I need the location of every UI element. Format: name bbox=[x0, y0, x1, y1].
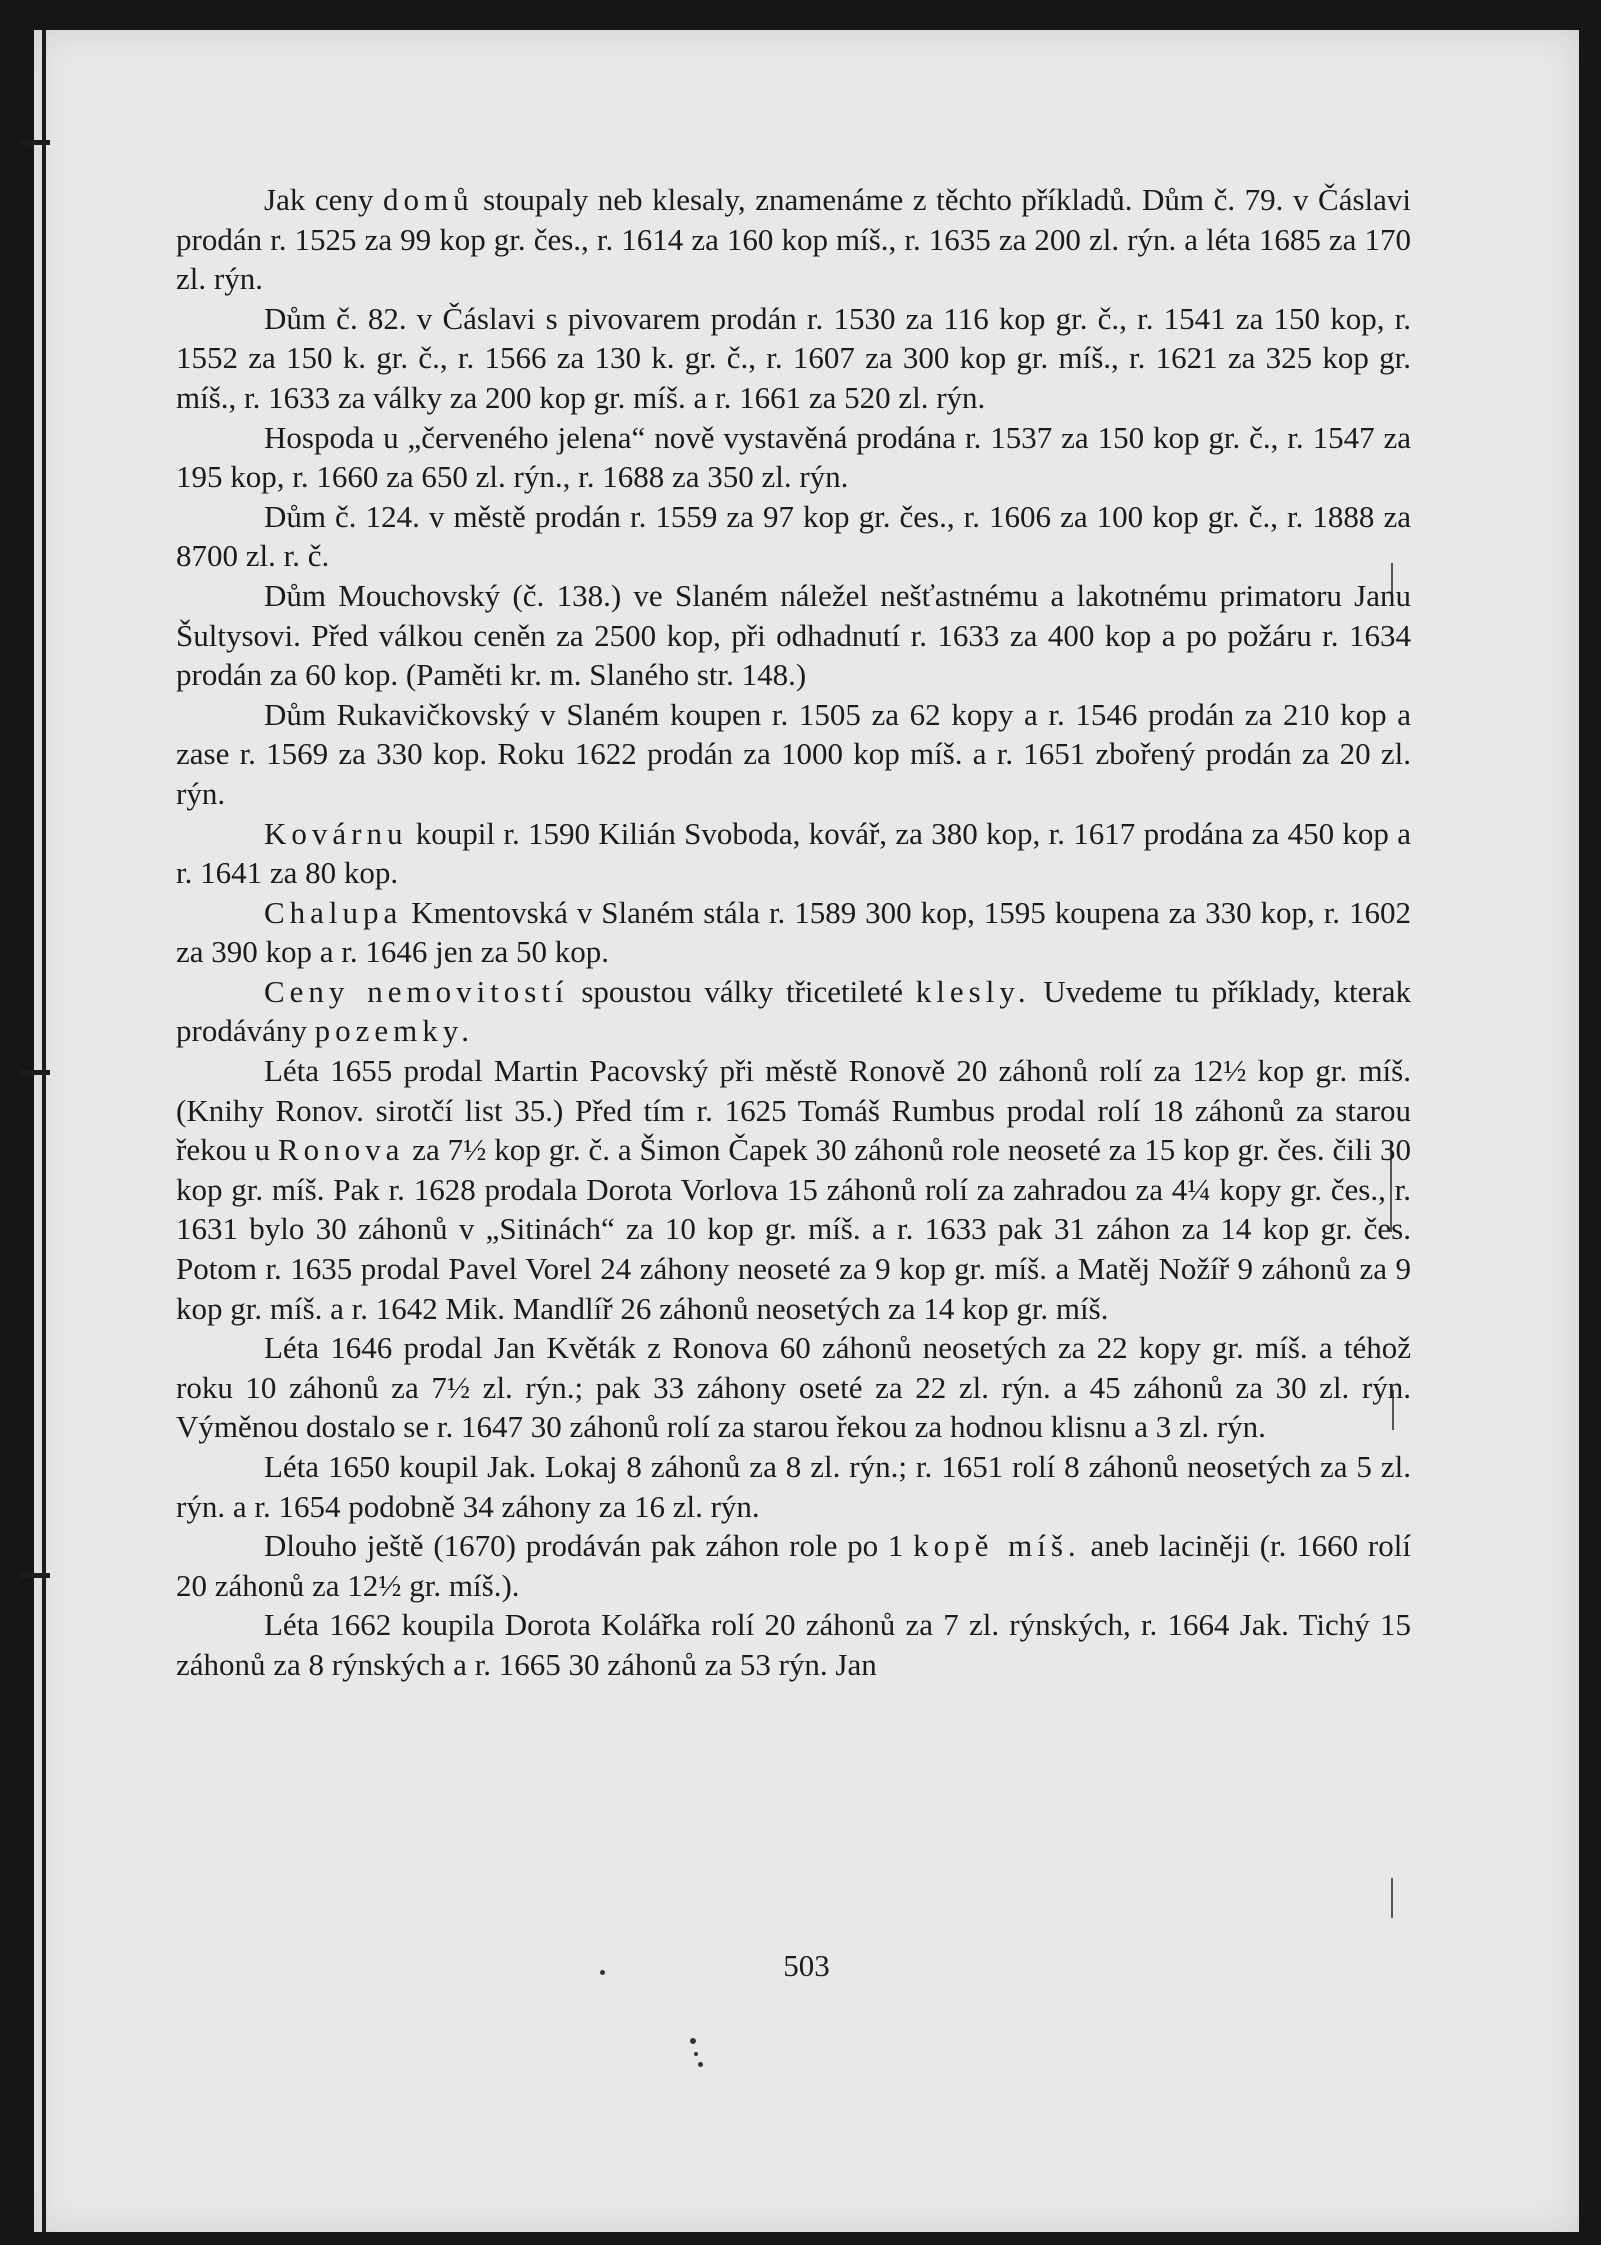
book-page bbox=[34, 30, 1579, 2232]
binding-tick bbox=[20, 140, 50, 145]
paragraph-p10 bbox=[176, 1051, 1411, 1328]
text-run: Dům Mouchovský (č. 138.) ve Slaném náležel nešťastnému a lakotnému primatoru Janu Šultysovi. Před válkou ceněn za 2500 kop, při odhadnutí r. 1633 za 400 kop a po požáru r. 1634 prodán za 60 kop. (Paměti kr. m. Slaného str. 148.) bbox=[176, 577, 1411, 693]
ink-speck bbox=[600, 1970, 605, 1975]
ink-speck bbox=[694, 2052, 698, 2056]
text-run: Dům Rukavičkovský v Slaném koupen r. 1505 za 62 kopy a r. 1546 prodán za 210 kop a zase r. 1569 za 330 kop. Roku 1622 prodán za 1000 kop míš. a r. 1651 zbořený prodán za 20 zl. rýn. bbox=[176, 696, 1411, 811]
spaced-emphasis: Kovárnu bbox=[264, 815, 408, 851]
paragraph-p13 bbox=[176, 1526, 1411, 1605]
binding-tick bbox=[20, 1070, 50, 1075]
paragraph-p8 bbox=[176, 893, 1411, 972]
text-run: aneb laciněji (r. 1660 rolí 20 záhonů za 12½ gr. míš.). bbox=[176, 1528, 1411, 1603]
ink-speck bbox=[690, 2038, 696, 2044]
margin-mark bbox=[1391, 1878, 1393, 1918]
page-number: 503 bbox=[783, 1948, 830, 1983]
spaced-emphasis: kopě míš. bbox=[913, 1528, 1081, 1564]
paragraph-p2 bbox=[176, 299, 1411, 418]
paragraph-p6 bbox=[176, 695, 1411, 814]
paragraph-p1 bbox=[176, 180, 1411, 299]
text-run: koupil r. 1590 Kilián Svoboda, kovář, za 380 kop, r. 1617 prodána za 450 kop a r. 1641 za 80 kop. bbox=[176, 815, 1411, 891]
binding-tick bbox=[20, 1573, 50, 1578]
paragraph-p14 bbox=[176, 1605, 1411, 1684]
paragraph-p4 bbox=[176, 497, 1411, 576]
text-run: Uvedeme tu příklady, kterak prodávány bbox=[176, 973, 1412, 1049]
paragraph-p5 bbox=[176, 576, 1411, 695]
paragraph-p3 bbox=[176, 418, 1411, 497]
spaced-emphasis: domů bbox=[382, 182, 474, 217]
text-run: Jak ceny bbox=[264, 182, 383, 217]
paragraph-p7 bbox=[176, 814, 1411, 893]
text-run: Dům č. 82. v Čáslavi s pivovarem prodán r. 1530 za 116 kop gr. č., r. 1541 za 150 kop, r. 1552 za 150 k. gr. č., r. 1566 za 130 k. gr. č., r. 1607 za 300 kop gr. míš., r. 1621 za 325 kop gr. míš., r. 1633 za války za 200 kop gr. míš. a r. 1661 za 520 zl. rýn. bbox=[176, 300, 1411, 415]
text-run: Léta 1662 koupila Dorota Kolářka rolí 20 záhonů za 7 zl. rýnských, r. 1664 Jak. Tichý 15 záhonů za 8 rýnských a r. 1665 30 záhonů za 53 rýn. Jan bbox=[176, 1607, 1411, 1682]
text-run: Léta 1650 koupil Jak. Lokaj 8 záhonů za 8 zl. rýn.; r. 1651 rolí 8 záhonů neosetých za 5 zl. rýn. a r. 1654 podobně 34 záhony za 16 zl. rýn. bbox=[176, 1449, 1411, 1524]
body-text bbox=[176, 180, 1411, 1685]
ink-speck bbox=[698, 2062, 703, 2067]
text-run: Léta 1655 prodal Martin Pacovský při městě Ronově 20 záhonů rolí za 12½ kop gr. míš. (Knihy Ronov. sirotčí list 35.) Před tím r. 1625 Tomáš Rumbus prodal rolí 18 záhonů za starou řekou u bbox=[176, 1053, 1411, 1168]
spaced-emphasis: Ronova bbox=[277, 1132, 405, 1168]
paragraph-p11 bbox=[176, 1328, 1411, 1447]
spaced-emphasis: Ceny nemovitostí bbox=[264, 973, 569, 1009]
text-run: Hospoda u „červeného jelena“ nově vystavěná prodána r. 1537 za 150 kop gr. č., r. 1547 za 195 kop, r. 1660 za 650 zl. rýn., r. 1688 za 350 zl. rýn. bbox=[176, 419, 1411, 495]
paragraph-p9 bbox=[176, 972, 1411, 1051]
text-run: Léta 1646 prodal Jan Květák z Ronova 60 záhonů neosetých za 22 kopy gr. míš. a téhož roku 10 záhonů za 7½ zl. rýn.; pak 33 záhony oseté za 22 zl. rýn. a 45 záhonů za 30 zl. rýn. Výměnou dostalo se r. 1647 30 záhonů rolí za starou řekou za hodnou klisnu a 3 zl. rýn. bbox=[176, 1330, 1411, 1445]
text-run: Dlouho ještě (1670) prodáván pak záhon role po 1 bbox=[264, 1528, 914, 1564]
text-run: spoustou války třicetileté bbox=[568, 973, 916, 1009]
text-run: stoupaly neb klesaly, znamenáme z těchto příkladů. Dům č. 79. v Čáslavi prodán r. 1525 za 99 kop gr. čes., r. 1614 za 160 kop míš., r. 1635 za 200 zl. rýn. a léta 1685 za 170 zl. rýn. bbox=[176, 182, 1411, 297]
spaced-emphasis: pozemky. bbox=[314, 1013, 474, 1049]
binding-rule bbox=[42, 30, 46, 2232]
spaced-emphasis: Chalupa bbox=[264, 894, 403, 930]
spaced-emphasis: klesly. bbox=[915, 973, 1031, 1009]
text-run: Dům č. 124. v městě prodán r. 1559 za 97 kop gr. čes., r. 1606 za 100 kop gr. č., r. 1888 za 8700 zl. r. č. bbox=[176, 498, 1411, 574]
paragraph-p12 bbox=[176, 1447, 1411, 1526]
text-run: Kmentovská v Slaném stála r. 1589 300 kop, 1595 koupena za 330 kop, r. 1602 za 390 kop a r. 1646 jen za 50 kop. bbox=[176, 894, 1411, 970]
text-run: za 7½ kop gr. č. a Šimon Čapek 30 záhonů role neoseté za 15 kop gr. čes. čili 30 kop gr. míš. Pak r. 1628 prodala Dorota Vorlova 15 záhonů rolí za zahradou za 4¼ kopy gr. čes., r. 1631 bylo 30 záhonů v „Sitinách“ za 10 kop gr. míš. a r. 1633 pak 31 záhon za 14 kop gr. čes. Potom r. 1635 prodal Pavel Vorel 24 záhony neoseté za 9 kop gr. míš. a Matěj Nožíř 9 záhonů za 9 kop gr. míš. a r. 1642 Mik. Mandlíř 26 záhonů neosetých za 14 kop gr. míš. bbox=[176, 1132, 1411, 1326]
